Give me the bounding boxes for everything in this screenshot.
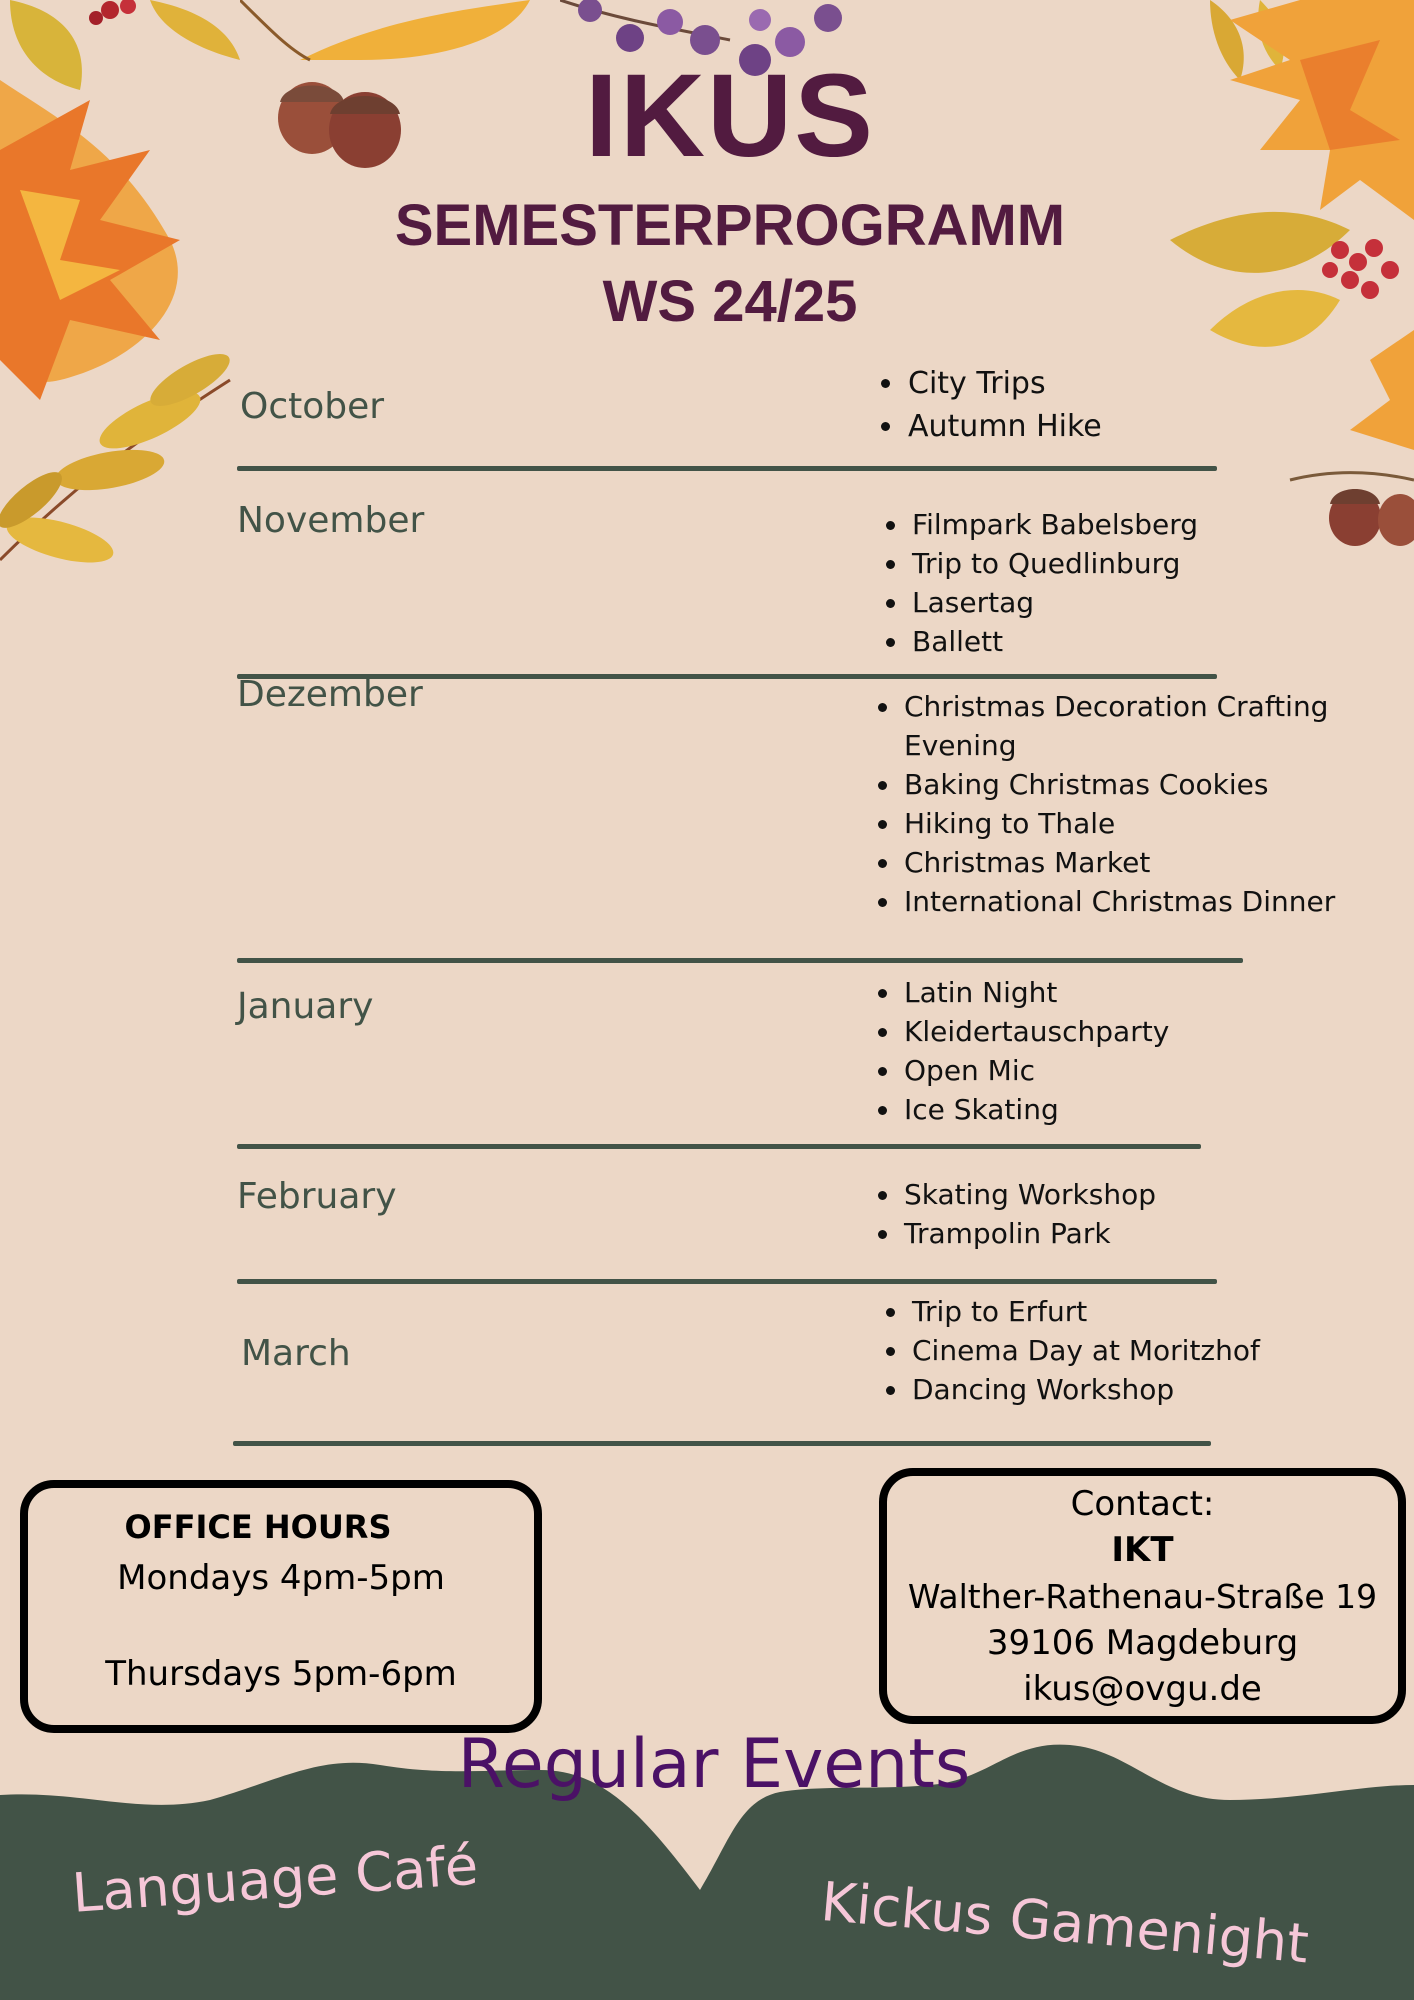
- contact-street: Walther-Rathenau-Straße 19: [907, 1577, 1378, 1616]
- list-item: • Lasertag: [910, 583, 1198, 622]
- list-item: • Ballett: [910, 622, 1198, 661]
- divider: [237, 466, 1217, 471]
- month-dezember: Dezember: [237, 674, 423, 715]
- office-hours-box: [20, 1480, 542, 1733]
- contact-email[interactable]: ikus@ovgu.de: [1023, 1669, 1262, 1709]
- list-item: • Kleidertauschparty: [902, 1012, 1169, 1051]
- page-title: IKUS: [585, 50, 875, 182]
- events-november: [876, 505, 1198, 661]
- list-item: • Trip to Quedlinburg: [910, 544, 1198, 583]
- divider: [237, 1144, 1201, 1149]
- list-item: • International Christmas Dinner: [902, 882, 1342, 921]
- list-item: • Hiking to Thale: [902, 804, 1342, 843]
- subtitle-semester: WS 24/25: [602, 269, 858, 334]
- contact-city: 39106 Magdeburg: [986, 1623, 1299, 1663]
- list-item: • Trampolin Park: [902, 1214, 1156, 1253]
- regular-events-heading: Regular Events: [457, 1725, 971, 1804]
- divider: [233, 1441, 1211, 1446]
- events-october: [872, 362, 1102, 448]
- list-item: • Open Mic: [902, 1051, 1169, 1090]
- month-march: March: [241, 1333, 351, 1374]
- contact-box: [879, 1468, 1406, 1724]
- office-hours-thursday: Thursdays 5pm-6pm: [105, 1654, 457, 1694]
- list-item: • Baking Christmas Cookies: [902, 765, 1342, 804]
- regular-event-gamenight: Kickus Gamenight: [818, 1870, 1312, 1976]
- list-item: • City Trips: [906, 362, 1102, 405]
- divider: [237, 1279, 1217, 1284]
- list-item: • Skating Workshop: [902, 1175, 1156, 1214]
- events-february: [868, 1175, 1156, 1253]
- list-item: • Christmas Market: [902, 843, 1342, 882]
- list-item: • Cinema Day at Moritzhof: [910, 1331, 1260, 1370]
- office-hours-heading: OFFICE HOURS: [124, 1508, 392, 1546]
- list-item: • Trip to Erfurt: [910, 1292, 1260, 1331]
- list-item: • Dancing Workshop: [910, 1370, 1260, 1409]
- list-item: • Christmas Decoration Crafting Evening: [902, 687, 1342, 765]
- month-november: November: [237, 500, 425, 541]
- month-february: February: [237, 1176, 397, 1217]
- office-hours-monday: Mondays 4pm-5pm: [117, 1558, 445, 1598]
- regular-event-language-cafe: Language Café: [70, 1833, 481, 1925]
- list-item: • Latin Night: [902, 973, 1169, 1012]
- month-january: January: [237, 986, 374, 1027]
- divider: [237, 958, 1243, 963]
- events-dezember: [868, 687, 1342, 921]
- month-october: October: [240, 386, 385, 427]
- events-january: [868, 973, 1169, 1129]
- contact-heading: Contact:: [1070, 1484, 1215, 1524]
- events-march: [876, 1292, 1260, 1409]
- contact-org: IKT: [1111, 1530, 1174, 1570]
- list-item: • Filmpark Babelsberg: [910, 505, 1198, 544]
- subtitle-program: SEMESTERPROGRAMM: [394, 193, 1066, 258]
- list-item: • Ice Skating: [902, 1090, 1169, 1129]
- list-item: • Autumn Hike: [906, 405, 1102, 448]
